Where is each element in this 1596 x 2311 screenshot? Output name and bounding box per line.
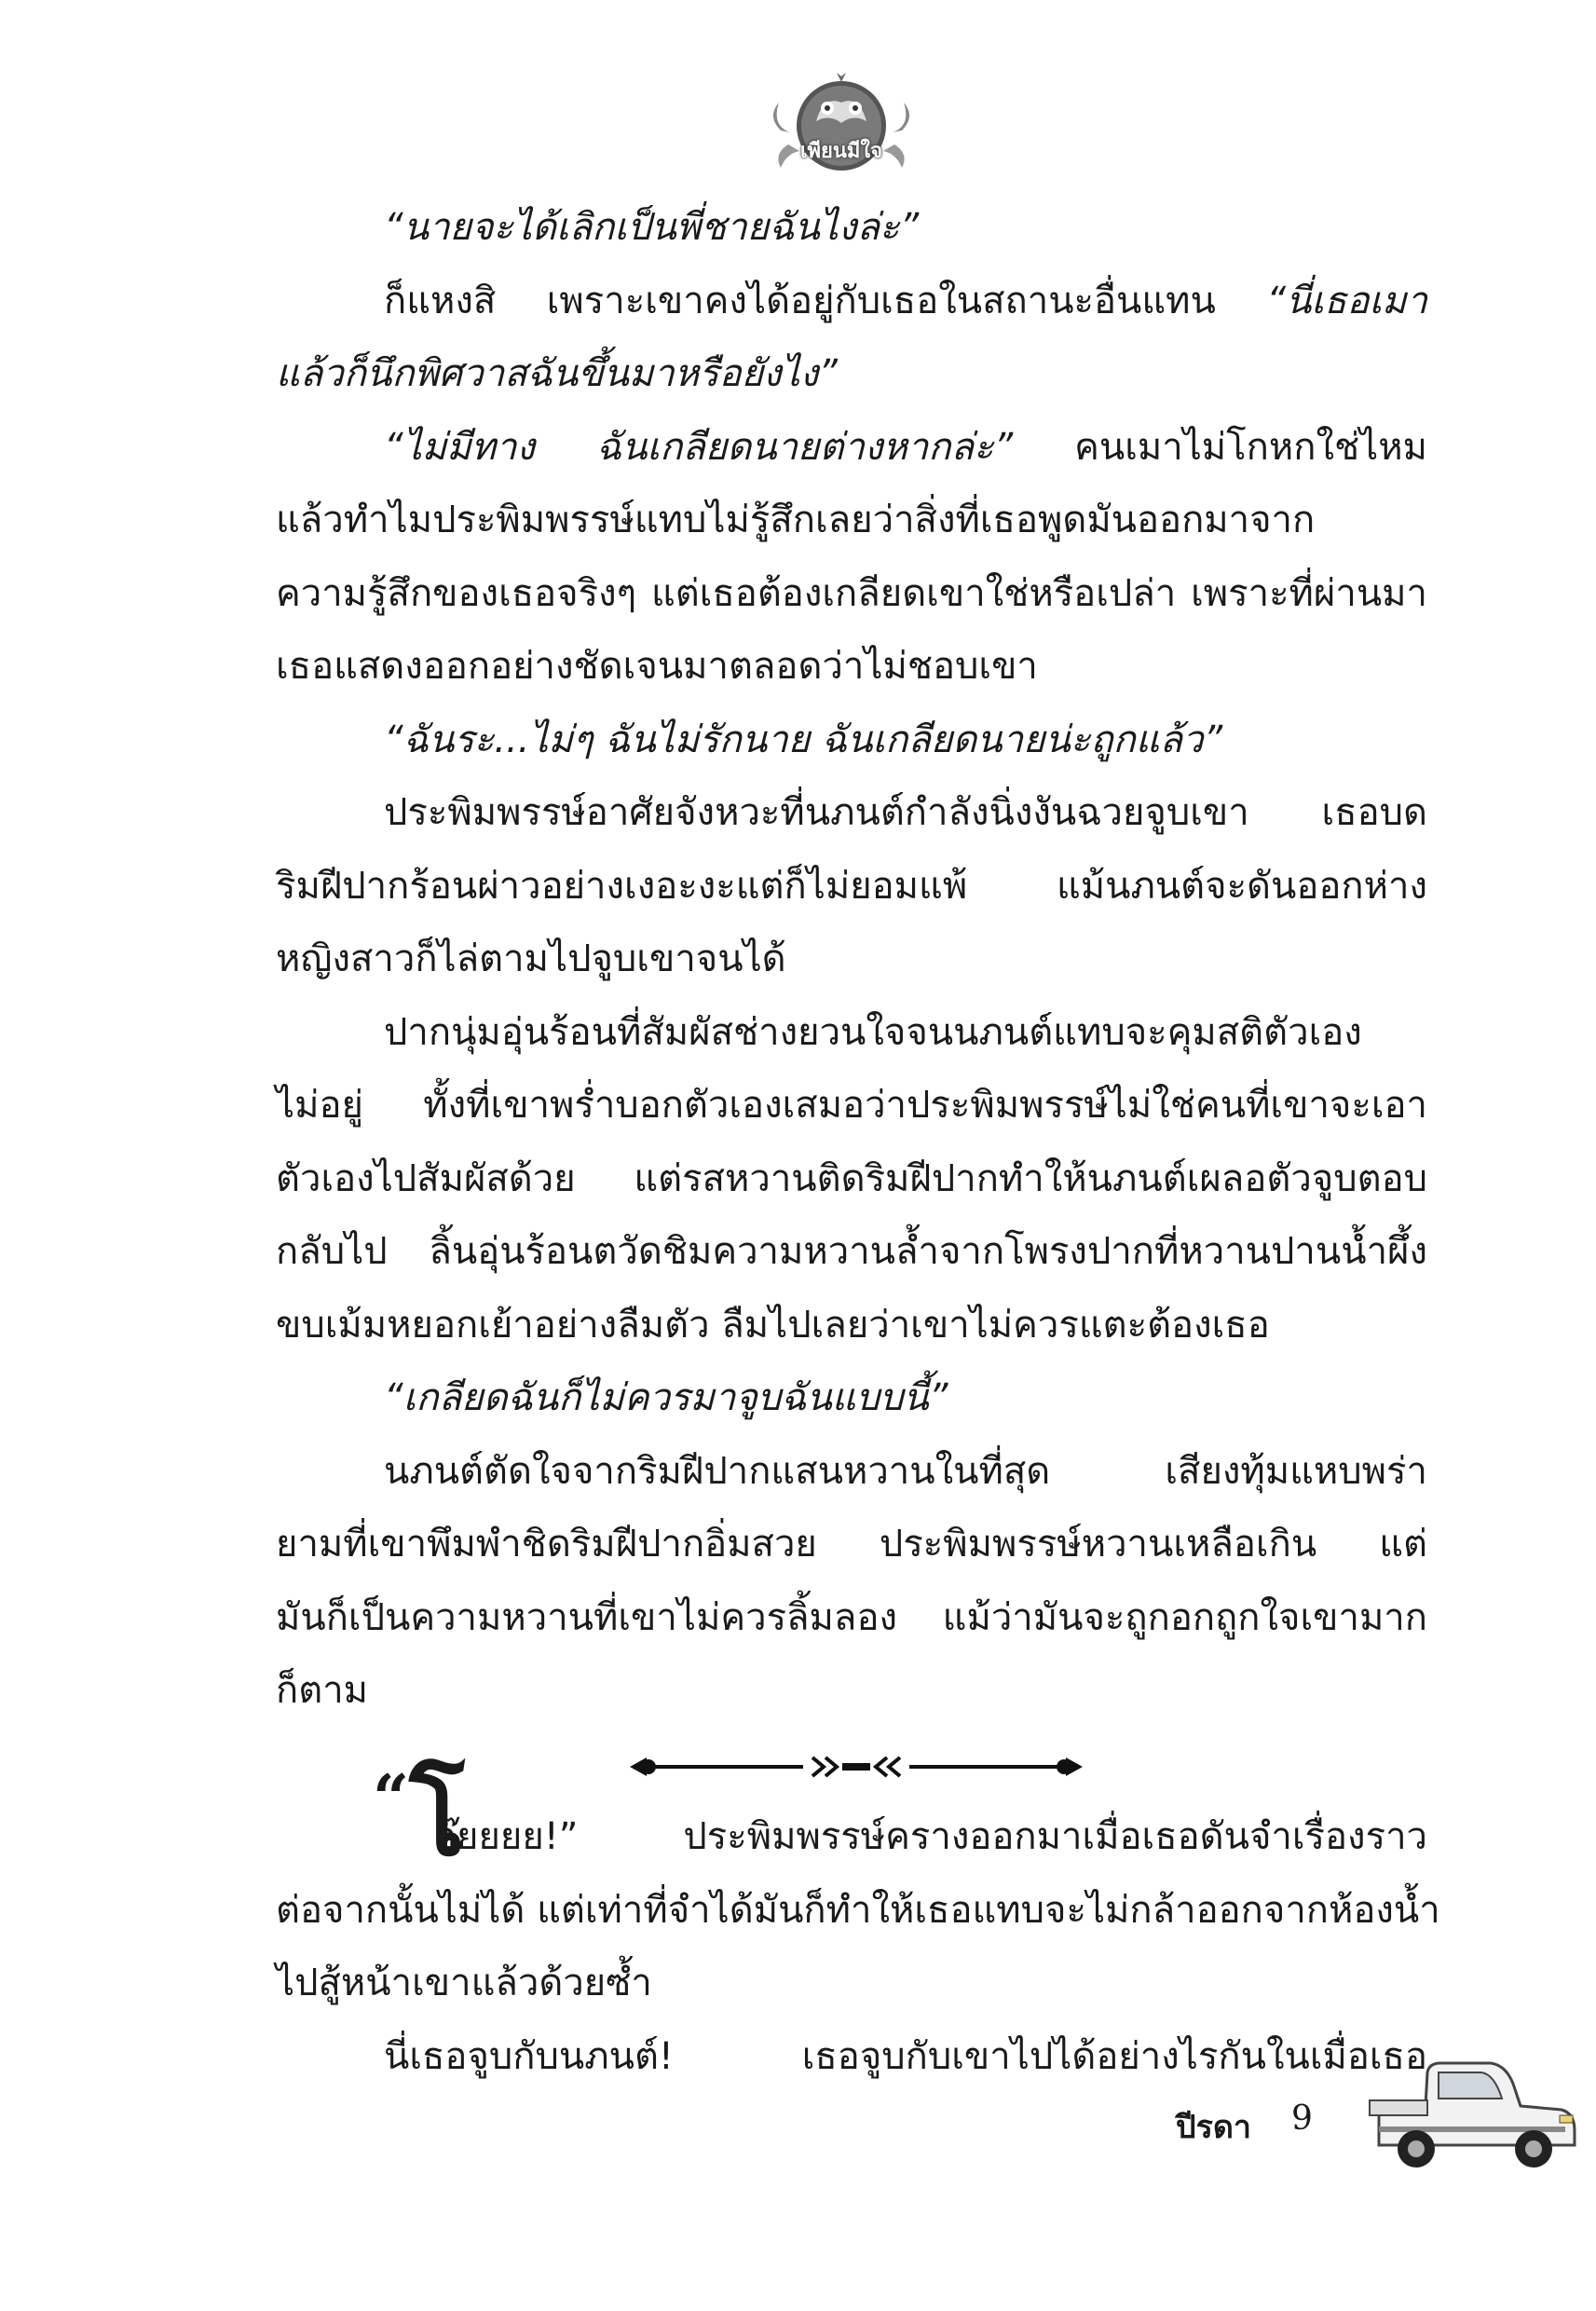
page-number: 9 [1291, 2099, 1313, 2138]
text-line: เธอแสดงออกอย่างชัดเจนมาตลอดว่าไม่ชอบเขา [276, 645, 1038, 688]
text-line: “นายจะได้เลิกเป็นพี่ชายฉันไงล่ะ” [384, 206, 920, 249]
text-line: “ไม่มีทาง ฉันเกลียดนายต่างหากล่ะ” คนเมาไม่โกหกใช่ไหม [384, 425, 1427, 469]
text-line: มันก็เป็นความหวานที่เขาไม่ควรลิ้มลอง แม้ว่ามันจะถูกอกถูกใจเขามาก [276, 1595, 1427, 1639]
logo-text: เพียนมีใจ [799, 140, 883, 163]
text-line: นภนต์ตัดใจจากริมฝีปากแสนหวานในที่สุด เสียงทุ้มแหบพร่า [384, 1449, 1427, 1493]
drop-cap-letter: โ [409, 1757, 466, 1880]
text-line: นี่เธอจูบกับนภนต์! เธอจูบกับเขาไปได้อย่างไรกันในเมื่อเธอ [384, 2034, 1427, 2078]
text-line: ก็ตาม [276, 1669, 369, 1712]
text-line: แล้วก็นึกพิศวาสฉันขึ้นมาหรือยังไง” [276, 352, 838, 395]
text-line: ต่อจากนั้นไม่ได้ แต่เท่าที่จำได้มันก็ทำให้เธอแทบจะไม่กล้าออกจากห้องน้ำ [276, 1888, 1440, 1932]
pickup-truck-icon [1342, 2041, 1591, 2181]
text-line: ก็แหงสิ เพราะเขาคงได้อยู่กับเธอในสถานะอื่นแทน “นี่เธอเมา [384, 279, 1427, 322]
text-line: ประพิมพรรษ์อาศัยจังหวะที่นภนต์กำลังนิ่งงันฉวยจูบเขา เธอบด [384, 791, 1427, 834]
bird-emblem-icon [762, 65, 921, 186]
text-line: กลับไป ลิ้นอุ่นร้อนตวัดชิมความหวานล้ำจากโพรงปากที่หวานปานน้ำผึ้ง [276, 1230, 1427, 1273]
text-line: ไม่อยู่ ทั้งที่เขาพร่ำบอกตัวเองเสมอว่าประพิมพรรษ์ไม่ใช่คนที่เขาจะเอา [276, 1084, 1427, 1127]
text-line: ปากนุ่มอุ่นร้อนที่สัมผัสช่างยวนใจจนนภนต์แทบจะคุมสติตัวเอง [384, 1010, 1362, 1054]
text-line: ขบเม้มหยอกเย้าอย่างลืมตัว ลืมไปเลยว่าเขาไม่ควรแตะต้องเธอ [276, 1303, 1270, 1347]
text-line: แล้วทำไมประพิมพรรษ์แทบไม่รู้สึกเลยว่าสิ่งที่เธอพูดมันออกมาจาก [276, 499, 1316, 541]
text-line: อ๊ยยยย!” ประพิมพรรษ์ครางออกมาเมื่อเธอดันจำเรื่องราว [434, 1815, 1427, 1858]
drop-cap [373, 1757, 466, 1880]
text-line: ยามที่เขาพึมพำชิดริมฝีปากอิ่มสวย ประพิมพรรษ์หวานเหลือเกิน แต่ [276, 1523, 1427, 1566]
author-name: ปีรดา [1176, 2109, 1252, 2146]
text-line: “ฉันระ...ไม่ๆ ฉันไม่รักนาย ฉันเกลียดนายน่ะถูกแล้ว” [384, 718, 1223, 761]
text-line: ความรู้สึกของเธอจริงๆ แต่เธอต้องเกลียดเขาใช่หรือเปล่า เพราะที่ผ่านมา [276, 571, 1427, 615]
ornament-divider-icon [626, 1750, 1086, 1784]
text-line: ริมฝีปากร้อนผ่าวอย่างเงอะงะแต่ก็ไม่ยอมแพ้ แม้นภนต์จะดันออกห่าง [276, 864, 1427, 908]
text-line: ไปสู้หน้าเขาแล้วด้วยซ้ำ [276, 1962, 652, 2004]
text-line: ตัวเองไปสัมผัสด้วย แต่รสหวานติดริมฝีปากทำให้นภนต์เผลอตัวจูบตอบ [276, 1156, 1427, 1200]
text-line: หญิงสาวก็ไล่ตามไปจูบเขาจนได้ [276, 937, 786, 980]
drop-cap-quote: “ [373, 1761, 410, 1836]
text-line: “เกลียดฉันก็ไม่ควรมาจูบฉันแบบนี้” [384, 1376, 948, 1419]
